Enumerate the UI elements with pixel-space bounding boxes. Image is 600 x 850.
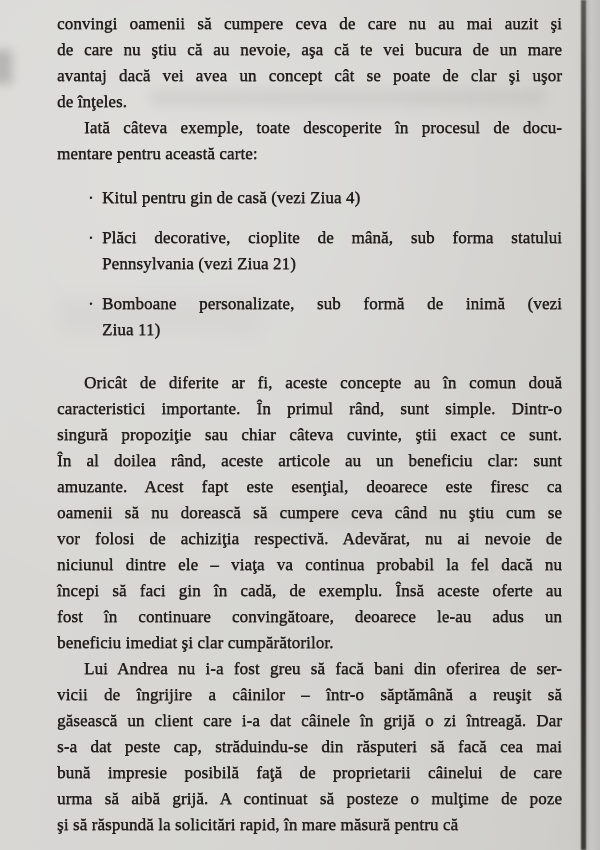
paragraph [57,115,562,167]
text-line: Ziua 11) [102,320,161,339]
text-line: şi să răspundă la solicitări rapid, în mare măsură pentru că [57,815,459,834]
text-line: Pennsylvania (vezi Ziua 21) [102,254,296,273]
paragraph [57,370,562,656]
text-line: bună impresie posibilă faţă de proprietarii câinelui de care [57,763,562,782]
text-line: În al doilea rând, aceste articole au un beneficiu clar: sunt [57,451,562,470]
bullet-dot-icon: · [88,228,94,247]
text-line: de înţeles. [57,92,128,111]
text-line: s-a dat peste cap, străduindu-se din răsputeri să facă cea mai [57,737,562,756]
text-line: amuzante. Acest fapt este esenţial, deoarece este firesc ca [57,477,562,496]
text-line: de care nu ştiu că au nevoie, aşa că te vei bucura de un mare [57,40,562,59]
text-line: găsească un client care i-a dat câinele în grijă o zi întreagă. Dar [57,711,562,730]
bullet-dot-icon: · [88,294,94,313]
text-line: Bomboane personalizate, sub formă de inimă (vezi [102,294,562,313]
text-line: beneficiu imediat şi clar cumpărătorilor. [57,633,334,652]
page-text-block [57,11,562,838]
text-line: vicii de îngrijire a câinilor – într-o săptămână a reuşit să [57,685,562,704]
bullet-dot-icon: · [88,188,94,207]
text-line: Plăci decorative, cioplite de mână, sub forma statului [102,228,562,247]
bullet-item [88,225,562,277]
text-line: începi să faci gin în cadă, de exemplu. Însă aceste oferte au [57,581,562,600]
text-line: singură propoziţie sau chiar câteva cuvinte, ştii exact ce sunt. [57,425,562,444]
text-line: oamenii să nu dorească să cumpere ceva când nu ştiu cum se [57,503,562,522]
page-edge-strip [585,0,600,850]
paragraph [57,656,562,838]
text-line: mentare pentru această carte: [57,144,258,163]
text-line: Iată câteva exemple, toate descoperite în procesul de docu- [84,118,562,137]
text-line: urma să aibă grijă. A continuat să posteze o mulţime de poze [57,789,562,808]
paragraph [57,11,562,115]
text-line: avantaj dacă vei avea un concept cât se poate de clar şi uşor [57,66,562,85]
scan-corner-mark [0,50,12,84]
text-line: niciunul dintre ele – viaţa va continua probabil la fel dacă nu [57,555,562,574]
text-line: caracteristici importante. În primul rând, sunt simple. Dintr-o [57,399,562,418]
bullet-item [88,185,562,211]
bullet-item [88,291,562,343]
text-line: Oricât de diferite ar fi, aceste concepte au în comun două [84,373,562,392]
text-line: Lui Andrea nu i-a fost greu să facă bani din oferirea de ser- [84,659,562,678]
text-line: fost în continuare convingătoare, deoarece le-au adus un [57,607,562,626]
text-line: vor folosi de achiziţia respectivă. Adevărat, nu ai nevoie de [57,529,562,548]
page-gutter-shadow [581,0,586,850]
text-line: convingi oamenii să cumpere ceva de care nu au mai auzit şi [57,14,562,33]
text-line: Kitul pentru gin de casă (vezi Ziua 4) [102,188,361,207]
